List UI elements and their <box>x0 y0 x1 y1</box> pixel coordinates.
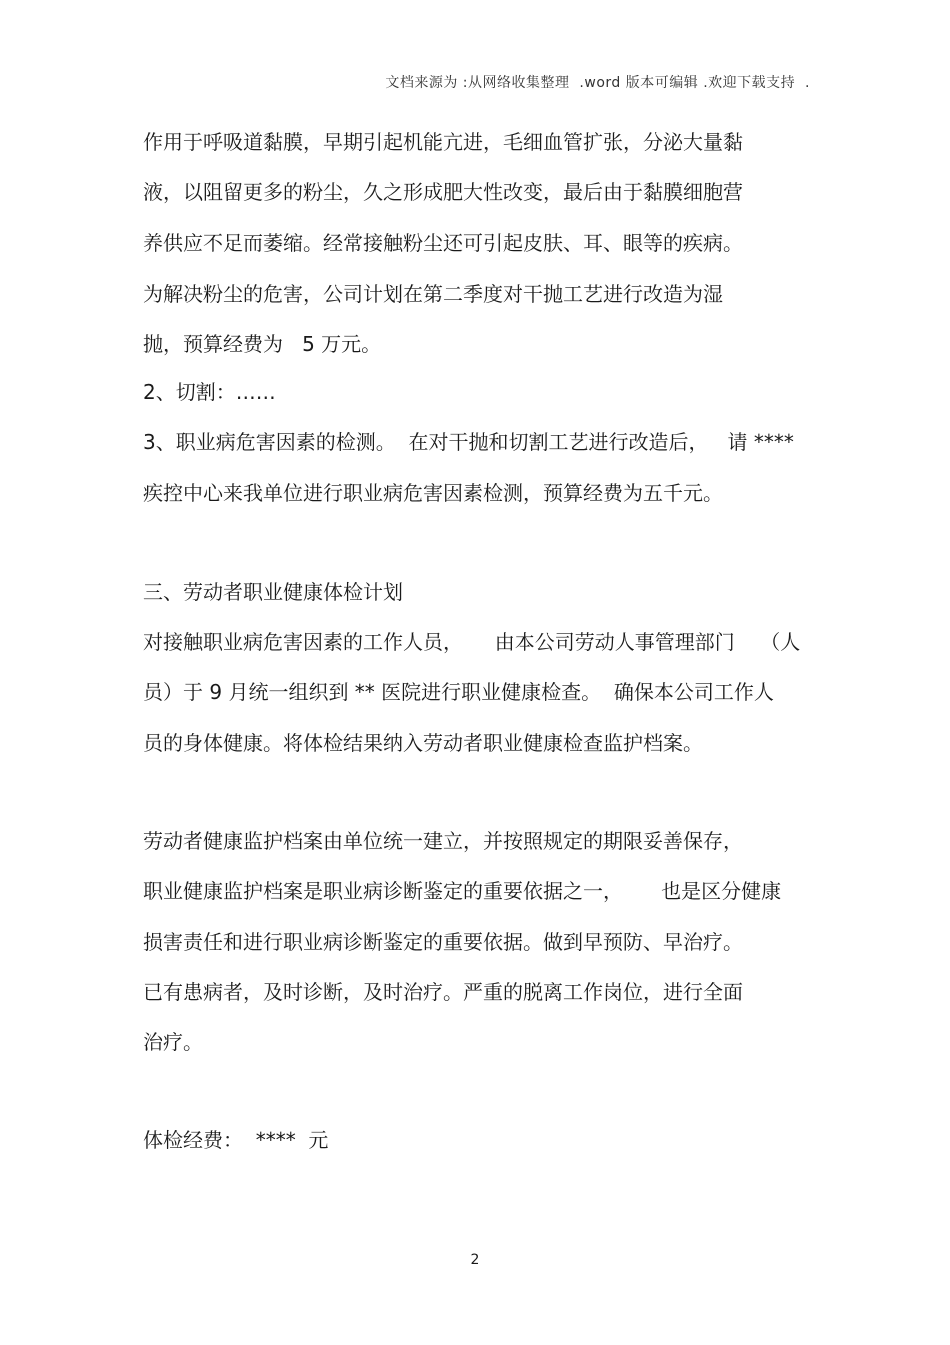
health-check-line-1: 对接触职业病危害因素的工作人员， 由本公司劳动人事管理部门 （人 <box>143 630 801 654</box>
paragraph-line-3: 养供应不足而萎缩。经常接触粉尘还可引起皮肤、耳、眼等的疾病。 <box>143 231 743 255</box>
paragraph-line-5: 抛，预算经费为 5 万元。 <box>143 332 382 356</box>
item-detection-line-1: 3、职业病危害因素的检测。 在对干抛和切割工艺进行改造后， 请 **** <box>143 430 794 454</box>
health-check-line-3: 员的身体健康。将体检结果纳入劳动者职业健康检查监护档案。 <box>143 731 703 755</box>
archive-line-4: 已有患病者，及时诊断，及时治疗。严重的脱离工作岗位，进行全面 <box>143 980 743 1004</box>
health-check-line-2: 员）于 9 月统一组织到 ** 医院进行职业健康检查。 确保本公司工作人 <box>143 680 774 704</box>
document-source-note: 文档来源为 :从网络收集整理 .word 版本可编辑 .欢迎下载支持 . <box>385 75 810 91</box>
archive-line-3: 损害责任和进行职业病诊断鉴定的重要依据。做到早预防、早治疗。 <box>143 930 743 954</box>
paragraph-line-1: 作用于呼吸道黏膜，早期引起机能亢进，毛细血管扩张，分泌大量黏 <box>143 130 743 154</box>
item-cutting: 2、切割：…… <box>143 380 276 404</box>
health-check-budget: 体检经费： **** 元 <box>143 1128 329 1152</box>
archive-line-2: 职业健康监护档案是职业病诊断鉴定的重要依据之一， 也是区分健康 <box>143 879 782 903</box>
paragraph-line-2: 液，以阻留更多的粉尘，久之形成肥大性改变，最后由于黏膜细胞营 <box>143 180 743 204</box>
archive-line-1: 劳动者健康监护档案由单位统一建立，并按照规定的期限妥善保存， <box>143 829 743 853</box>
section-heading-health-check: 三、劳动者职业健康体检计划 <box>143 580 403 604</box>
page-number: 2 <box>470 1252 480 1268</box>
archive-line-5: 治疗。 <box>143 1030 203 1054</box>
item-detection-line-2: 疾控中心来我单位进行职业病危害因素检测，预算经费为五千元。 <box>143 481 723 505</box>
paragraph-line-4: 为解决粉尘的危害，公司计划在第二季度对干抛工艺进行改造为湿 <box>143 282 723 306</box>
